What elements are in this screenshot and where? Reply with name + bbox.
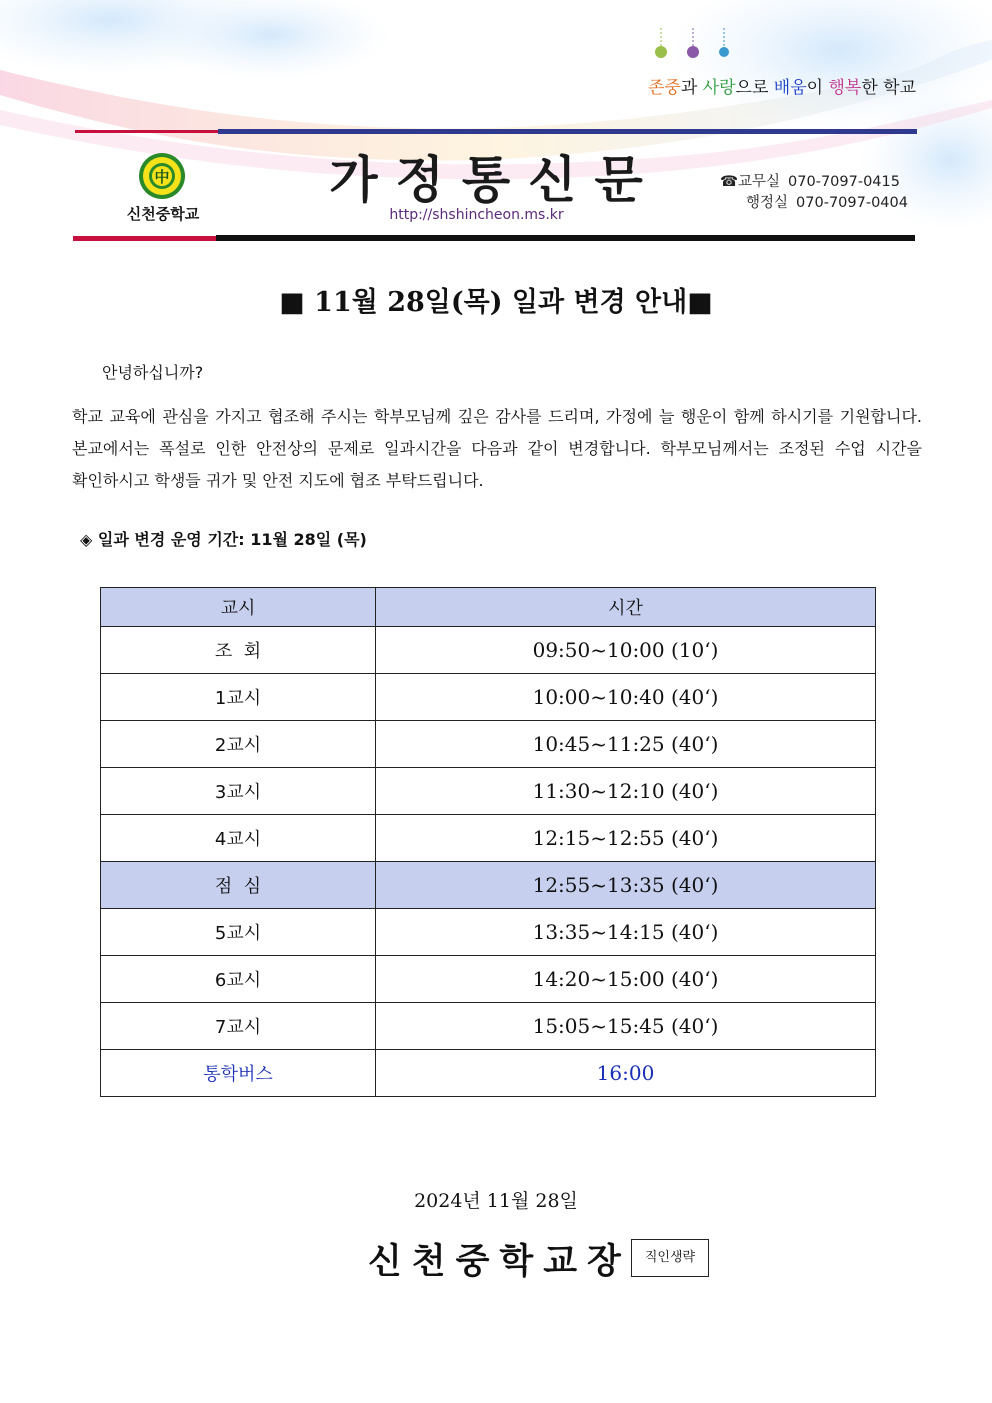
phone-icon: ☎: [720, 174, 739, 190]
time-cell: 11:30~12:10 (40‘): [376, 768, 876, 815]
motto-part: 행복: [828, 78, 862, 98]
motto-part: 한 학교: [861, 78, 916, 98]
time-cell: 14:20~15:00 (40‘): [376, 956, 876, 1003]
newsletter-title: 가정통신문: [329, 151, 661, 209]
body-paragraph: 학교 교육에 관심을 가지고 협조해 주시는 학부모님께 깊은 감사를 드리며, 가정에 늘 행운이 함께 하시기를 기원합니다. 본교에서는 폭설로 인한 안전상의 문제로 일과시간을 다음과 같이 변경합니다. 학부모님께서는 조정된 수업 시간을 확인하시고 학생들 귀가 및 안전 지도에 협조 부탁드립니다.: [72, 407, 922, 490]
table-row: [101, 956, 876, 1003]
period-cell: 6교시: [101, 956, 376, 1003]
table-row: [101, 721, 876, 768]
time-cell: 16:00: [376, 1050, 876, 1097]
table-row: [101, 1003, 876, 1050]
time-cell: 09:50~10:00 (10‘): [376, 627, 876, 674]
school-logo-icon: [138, 152, 186, 200]
time-cell: 12:15~12:55 (40‘): [376, 815, 876, 862]
motto-part: 과: [680, 78, 703, 98]
table-row: [101, 909, 876, 956]
principal-signature: 신천중학교장: [368, 1242, 631, 1282]
schedule-period: ◈ 일과 변경 운영 기간: 11월 28일 (목): [80, 530, 367, 549]
contact-phone: 070-7097-0404: [796, 195, 908, 211]
table-header-row: [101, 588, 876, 627]
seal-omitted-box: 직인생략: [631, 1239, 709, 1277]
header-rule-top-left: [75, 130, 218, 133]
table-row: [101, 1050, 876, 1097]
motto-part: 존중: [647, 78, 681, 98]
motto-part: 사랑: [702, 78, 736, 98]
document-title: ■ 11월 28일(목) 일과 변경 안내■: [279, 287, 713, 318]
contact-row-admin: [720, 193, 908, 214]
contact-info: [720, 172, 908, 214]
time-cell: 12:55~13:35 (40‘): [376, 862, 876, 909]
school-motto: [648, 73, 916, 98]
time-cell: 15:05~15:45 (40‘): [376, 1003, 876, 1050]
contact-label: 행정실: [746, 195, 789, 211]
table-row: [101, 768, 876, 815]
column-header-period: 교시: [101, 588, 376, 627]
period-cell: 5교시: [101, 909, 376, 956]
time-cell: 10:00~10:40 (40‘): [376, 674, 876, 721]
period-cell: 2교시: [101, 721, 376, 768]
school-name: 신천중학교: [126, 205, 200, 223]
table-row: [101, 862, 876, 909]
period-cell: 조 회: [101, 627, 376, 674]
document-date: 2024년 11월 28일: [414, 1190, 578, 1212]
table-row: [101, 815, 876, 862]
contact-row-office: [720, 172, 908, 193]
school-url-link[interactable]: http://shshincheon.ms.kr: [389, 207, 564, 223]
time-cell: 10:45~11:25 (40‘): [376, 721, 876, 768]
period-cell: 통학버스: [101, 1050, 376, 1097]
period-cell: 4교시: [101, 815, 376, 862]
header-rule-bottom-right: [216, 235, 915, 241]
motto-part: 이: [806, 78, 829, 98]
motto-part: 으로: [735, 78, 774, 98]
decorative-dots: [650, 28, 740, 62]
header-rule-bottom-left: [73, 236, 216, 241]
period-cell: 점 심: [101, 862, 376, 909]
motto-part: 배움: [773, 78, 807, 98]
contact-label: 교무실: [738, 174, 781, 190]
schedule-table: [100, 587, 876, 1097]
period-cell: 3교시: [101, 768, 376, 815]
greeting: 안녕하십니까?: [102, 363, 204, 382]
period-cell: 7교시: [101, 1003, 376, 1050]
table-row: [101, 627, 876, 674]
column-header-time: 시간: [376, 588, 876, 627]
svg-text:中: 中: [154, 168, 170, 186]
table-row: [101, 674, 876, 721]
time-cell: 13:35~14:15 (40‘): [376, 909, 876, 956]
header-rule-top-right: [218, 129, 917, 134]
contact-phone: 070-7097-0415: [788, 174, 900, 190]
period-cell: 1교시: [101, 674, 376, 721]
